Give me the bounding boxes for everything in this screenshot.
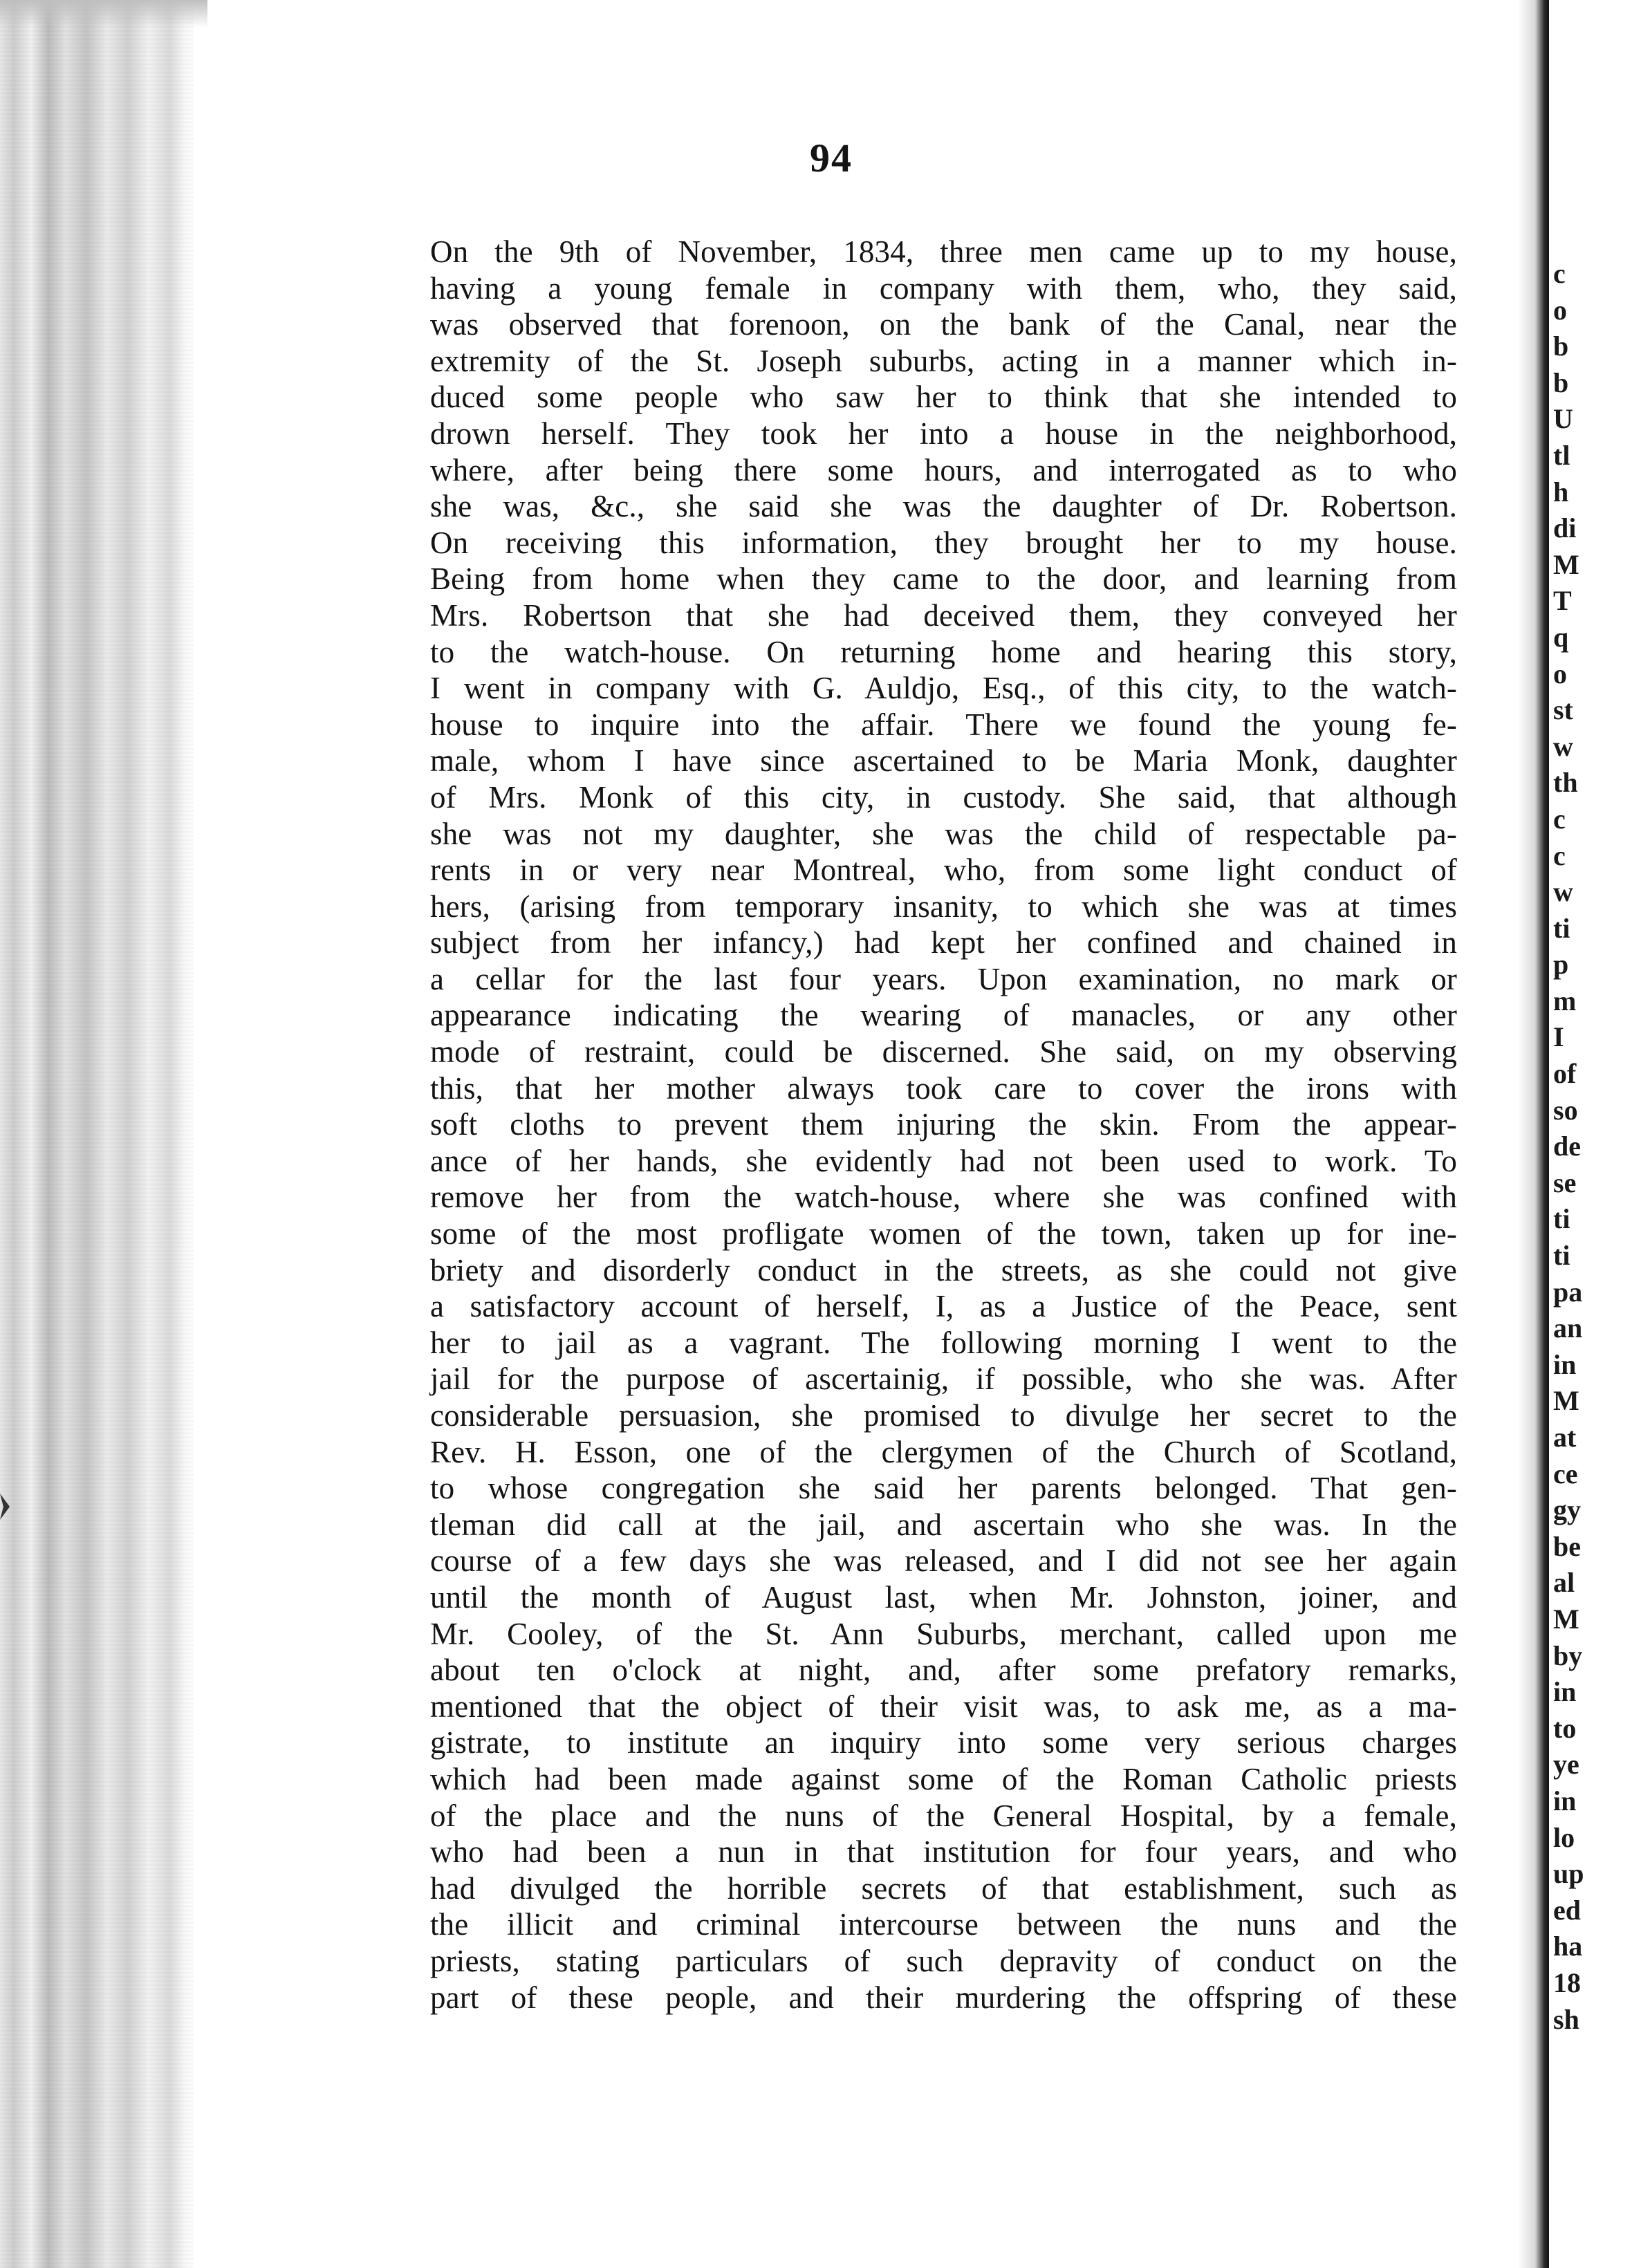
text-line: part of these people, and their murdering the offspring of these <box>430 1980 1457 2015</box>
facing-page-fragment: tl <box>1553 439 1570 471</box>
gutter-shadow <box>1518 0 1549 2268</box>
text-line: gistrate, to institute an inquiry into some very serious charges <box>430 1725 1457 1760</box>
text-line: hers, (arising from temporary insanity, to which she was at times <box>430 889 1457 924</box>
facing-page-fragment: lo <box>1553 1821 1575 1853</box>
text-line: male, whom I have since ascertained to be Maria Monk, daughter <box>430 743 1457 779</box>
page-number: 94 <box>810 136 853 180</box>
facing-page-fragments <box>1553 256 1632 2038</box>
text-line: Mrs. Robertson that she had deceived them, they conveyed her <box>430 597 1457 633</box>
text-line: a cellar for the last four years. Upon examination, no mark or <box>430 961 1457 996</box>
text-line: considerable persuasion, she promised to divulge her secret to the <box>430 1398 1457 1433</box>
facing-page-fragment: by <box>1553 1639 1583 1671</box>
text-line: had divulged the horrible secrets of that establishment, such as <box>430 1870 1457 1906</box>
text-line: extremity of the St. Joseph suburbs, acting in a manner which in- <box>430 343 1457 378</box>
text-line: having a young female in company with them, who, they said, <box>430 270 1457 306</box>
text-line: her to jail as a vagrant. The following morning I went to the <box>430 1325 1457 1360</box>
facing-page-fragment: in <box>1553 1676 1577 1708</box>
facing-page-fragment: to <box>1553 1712 1577 1744</box>
facing-page-fragment: c <box>1553 803 1566 835</box>
facing-page-fragment: in <box>1553 1785 1577 1816</box>
text-line: ance of her hands, she evidently had not been used to work. To <box>430 1143 1457 1178</box>
text-line: mode of restraint, could be discerned. She said, on my observing <box>430 1034 1457 1070</box>
text-line: jail for the purpose of ascertainig, if possible, who she was. After <box>430 1361 1457 1397</box>
facing-page-fragment: w <box>1553 876 1573 908</box>
facing-page-fragment: M <box>1553 1385 1579 1417</box>
text-line: to whose congregation she said her parents belonged. That gen- <box>430 1471 1457 1506</box>
text-line: to the watch-house. On returning home and hearing this story, <box>430 634 1457 669</box>
facing-page-fragment: U <box>1553 403 1573 435</box>
book-binding-edge <box>0 0 194 2268</box>
text-line: of the place and the nuns of the General Hospital, by a female, <box>430 1798 1457 1833</box>
text-line: drown herself. They took her into a house in the neighborhood, <box>430 416 1457 451</box>
facing-page-fragment: at <box>1553 1422 1577 1453</box>
text-line: appearance indicating the wearing of manacles, or any other <box>430 998 1457 1033</box>
text-line: Being from home when they came to the door, and learning from <box>430 561 1457 597</box>
facing-page-fragment: m <box>1553 985 1577 1016</box>
text-line: some of the most profligate women of the town, taken up for ine- <box>430 1216 1457 1252</box>
text-line: On receiving this information, they brought her to my house. <box>430 525 1457 560</box>
text-line: On the 9th of November, 1834, three men came up to my house, <box>430 234 1457 269</box>
text-line: about ten o'clock at night, and, after some prefatory remarks, <box>430 1653 1457 1688</box>
text-line: which had been made against some of the Roman Catholic priests <box>430 1761 1457 1796</box>
text-line: where, after being there some hours, and interrogated as to who <box>430 452 1457 487</box>
facing-page-fragment: gy <box>1553 1494 1581 1526</box>
facing-page <box>1549 0 1632 2268</box>
facing-page-fragment: de <box>1553 1131 1581 1162</box>
text-line: I went in company with G. Auldjo, Esq., of this city, to the watch- <box>430 671 1457 706</box>
text-line: subject from her infancy,) had kept her confined and chained in <box>430 925 1457 960</box>
facing-page-fragment: o <box>1553 658 1567 689</box>
facing-page-fragment: ti <box>1553 912 1570 944</box>
text-line: Mr. Cooley, of the St. Ann Suburbs, merchant, called upon me <box>430 1616 1457 1651</box>
facing-page-fragment: ed <box>1553 1894 1581 1926</box>
text-line: mentioned that the object of their visit was, to ask me, as a ma- <box>430 1689 1457 1724</box>
facing-page-fragment: q <box>1553 621 1569 653</box>
text-line: course of a few days she was released, and I did not see her again <box>430 1543 1457 1579</box>
facing-page-fragment: I <box>1553 1021 1564 1053</box>
facing-page-fragment: w <box>1553 730 1573 762</box>
facing-page-fragment: M <box>1553 1603 1579 1635</box>
facing-page-fragment: pa <box>1553 1276 1583 1308</box>
facing-page-fragment: an <box>1553 1312 1583 1344</box>
facing-page-fragment: c <box>1553 839 1566 871</box>
facing-page-fragment: ti <box>1553 1240 1570 1272</box>
facing-page-fragment: h <box>1553 476 1569 508</box>
text-line: remove her from the watch-house, where she was confined with <box>430 1180 1457 1215</box>
facing-page-fragment: o <box>1553 294 1567 326</box>
text-line: this, that her mother always took care to cover the irons with <box>430 1070 1457 1106</box>
facing-page-fragment: ye <box>1553 1749 1579 1781</box>
page-top-shadow <box>0 0 207 28</box>
text-line: of Mrs. Monk of this city, in custody. She said, that although <box>430 779 1457 815</box>
text-line: tleman did call at the jail, and ascertain who she was. In the <box>430 1507 1457 1542</box>
text-line: she was, &c., she said she was the daughter of Dr. Robertson. <box>430 489 1457 524</box>
facing-page-fragment: b <box>1553 331 1569 362</box>
facing-page-fragment: in <box>1553 1348 1577 1380</box>
facing-page-fragment: b <box>1553 366 1569 398</box>
text-line: she was not my daughter, she was the child of respectable pa- <box>430 816 1457 851</box>
facing-page-fragment: up <box>1553 1858 1584 1890</box>
facing-page-fragment: be <box>1553 1530 1581 1562</box>
text-line: a satisfactory account of herself, I, as a Justice of the Peace, sent <box>430 1289 1457 1324</box>
facing-page-fragment: 18 <box>1553 1967 1581 1998</box>
text-line: was observed that forenoon, on the bank of the Canal, near the <box>430 307 1457 342</box>
facing-page-fragment: al <box>1553 1567 1575 1599</box>
text-line: duced some people who saw her to think that she intended to <box>430 380 1457 415</box>
text-line: until the month of August last, when Mr. Johnston, joiner, and <box>430 1579 1457 1615</box>
text-line: briety and disorderly conduct in the streets, as she could not give <box>430 1252 1457 1288</box>
facing-page-fragment: ti <box>1553 1203 1570 1235</box>
text-line: Rev. H. Esson, one of the clergymen of the Church of Scotland, <box>430 1434 1457 1469</box>
text-line: priests, stating particulars of such depravity of conduct on the <box>430 1943 1457 1978</box>
facing-page-fragment: c <box>1553 258 1566 289</box>
text-line: rents in or very near Montreal, who, from some light conduct of <box>430 853 1457 888</box>
facing-page-fragment: ce <box>1553 1458 1578 1489</box>
body-text <box>430 234 1457 2016</box>
facing-page-fragment: di <box>1553 512 1577 544</box>
facing-page-fragment: th <box>1553 767 1578 799</box>
text-line: soft cloths to prevent them injuring the skin. From the appear- <box>430 1107 1457 1142</box>
facing-page-fragment: sh <box>1553 2003 1579 2035</box>
text-line: who had been a nun in that institution for four years, and who <box>430 1834 1457 1870</box>
text-line: the illicit and criminal intercourse between the nuns and the <box>430 1907 1457 1942</box>
facing-page-fragment: of <box>1553 1058 1577 1090</box>
facing-page-fragment: st <box>1553 694 1573 726</box>
facing-page-fragment: p <box>1553 949 1569 980</box>
facing-page-fragment: T <box>1553 585 1572 617</box>
facing-page-fragment: M <box>1553 548 1579 580</box>
facing-page-fragment: so <box>1553 1094 1578 1126</box>
facing-page-fragment: ha <box>1553 1931 1583 1962</box>
facing-page-fragment: se <box>1553 1166 1577 1198</box>
text-line: house to inquire into the affair. There we found the young fe- <box>430 707 1457 742</box>
